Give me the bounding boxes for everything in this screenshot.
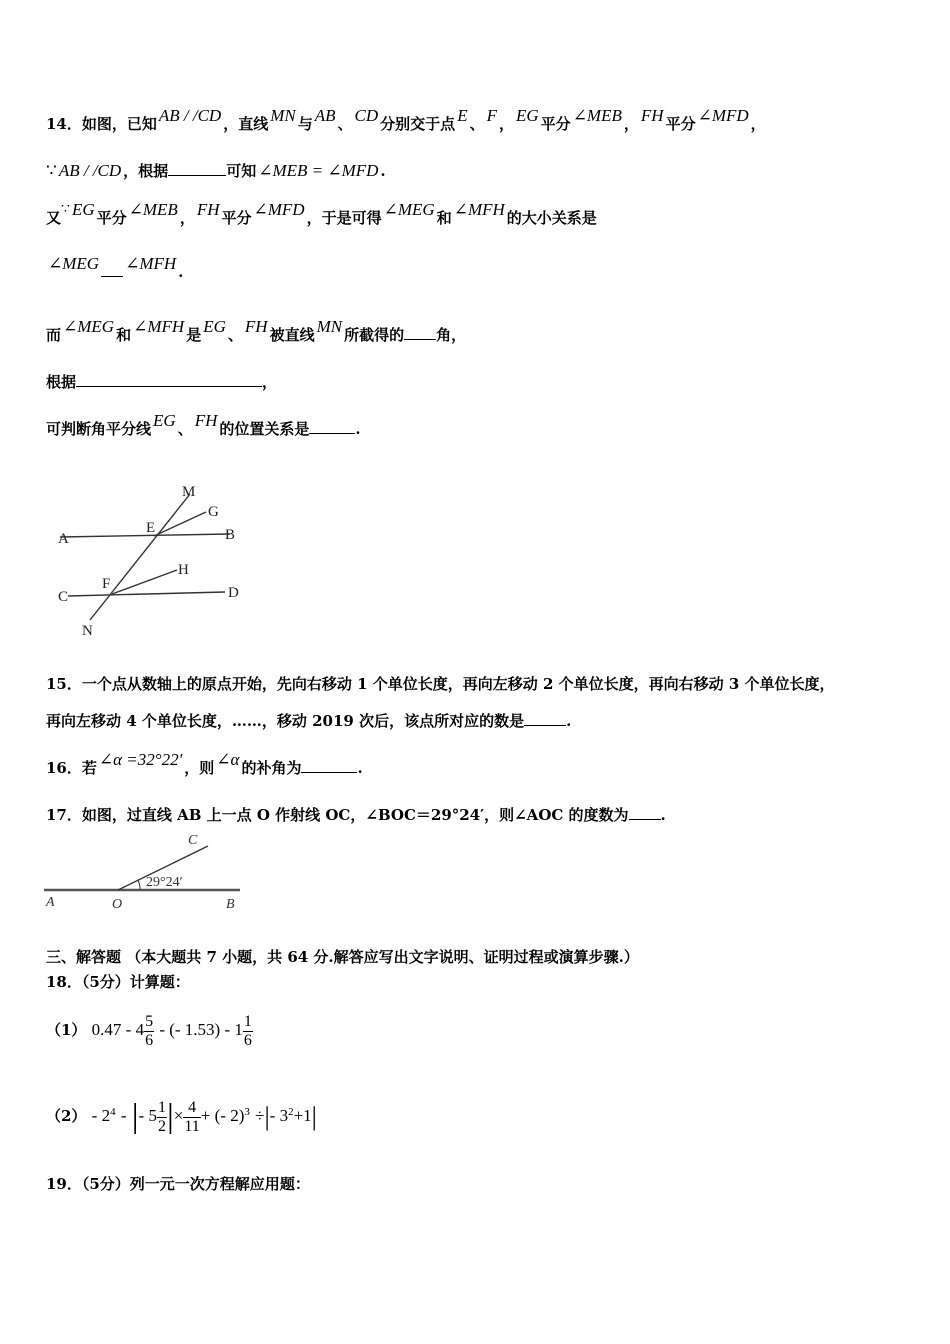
line-mn (90, 494, 190, 620)
math-angle-mfh: ∠MFH (453, 200, 505, 219)
q19-head: 19．（5分）列一元一次方程解应用题： (46, 1175, 310, 1193)
math-angle-mfd: ∠MFD (253, 200, 305, 219)
text: ，根据 (123, 162, 169, 180)
text: . (566, 712, 572, 730)
text: 平分 (96, 209, 127, 227)
line-ab (60, 534, 230, 537)
text: ，则 (184, 759, 215, 777)
math-mn: MN (316, 317, 343, 336)
math-cd: CD (354, 106, 379, 125)
q17-line (46, 805, 666, 825)
text: 可知 (226, 162, 257, 180)
label-o: O (112, 897, 123, 912)
label-a: A (46, 895, 55, 910)
q16-line (46, 750, 363, 778)
text: 的大小关系是 (506, 209, 597, 227)
q17-figure (40, 828, 250, 912)
q14-line7 (46, 411, 361, 439)
exponent: 4 (110, 1106, 116, 1118)
fraction-1-6 (243, 1013, 253, 1050)
fraction-4-11 (183, 1099, 200, 1136)
because-symbol: ∵ (61, 202, 70, 217)
label-f: F (102, 576, 111, 592)
text: ， (498, 115, 514, 133)
text: 和 (436, 209, 452, 227)
q15-line2 (46, 711, 571, 731)
numerator: 1 (243, 1012, 252, 1030)
divide-sign: ÷ (255, 1106, 265, 1125)
answer-blank[interactable] (76, 372, 262, 387)
numerator: 4 (183, 1099, 200, 1118)
expr-term: - (120, 1106, 127, 1125)
denominator: 6 (243, 1031, 252, 1049)
math-fh: FH (640, 106, 664, 125)
q18-head: 18．（5分）计算题： (46, 973, 190, 991)
math-angle-meb: ∠MEB (572, 106, 622, 125)
label-n: N (82, 623, 93, 639)
text: 可判断角平分线 (46, 420, 152, 438)
text: 是 (186, 326, 202, 344)
answer-blank[interactable] (309, 419, 355, 434)
expr-term: + (- 2) (200, 1106, 245, 1125)
label-d: D (228, 585, 239, 601)
ray-fh (112, 570, 177, 594)
expr-term: 0.47 - 4 (91, 1020, 145, 1039)
label-e: E (146, 520, 156, 536)
part-label: （2） (46, 1107, 87, 1125)
text: . (355, 420, 361, 438)
label-angle: 29°24′ (146, 875, 183, 890)
math-angle-meb: ∠MEB (128, 200, 178, 219)
text: 而 (46, 326, 62, 344)
math-angle-equation: ∠MEB = ∠MFD (258, 161, 379, 180)
q14-line4 (46, 254, 184, 282)
text: 平分 (221, 209, 252, 227)
section-3-title: 三、解答题 （本大题共 7 小题，共 64 分.解答应写出文字说明、证明过程或演算步骤.） (46, 948, 639, 966)
q14-figure (40, 478, 260, 643)
text: ，直线 (223, 115, 269, 133)
q14-line2 (46, 161, 386, 181)
text: ， (623, 115, 639, 133)
label-m: M (182, 484, 196, 500)
math-ab-parallel-cd: AB / /CD (158, 106, 222, 125)
expr-term: - 3 (269, 1106, 289, 1125)
label-b: B (226, 897, 235, 912)
text: 根据 (46, 373, 77, 391)
angle-arc (138, 880, 140, 890)
text: 的位置关系是 (219, 420, 310, 438)
text: ， (179, 209, 195, 227)
text: 与 (297, 115, 313, 133)
label-c: C (58, 589, 69, 605)
math-eg: EG (203, 317, 226, 336)
math-fh: FH (194, 411, 218, 430)
text: . (660, 806, 666, 824)
text: 、 (469, 115, 485, 133)
answer-blank[interactable] (168, 161, 226, 176)
answer-blank[interactable] (629, 805, 661, 820)
because-symbol: ∵ (46, 161, 57, 180)
math-angle-mfh: ∠MFH (125, 254, 177, 273)
ray-eg (154, 512, 206, 536)
abs-bar-right: | (166, 1098, 174, 1135)
math-angle-mfd: ∠MFD (697, 106, 749, 125)
text: 的补角为 (241, 759, 302, 777)
abs-bar-right: | (311, 1102, 317, 1131)
line-cd (68, 592, 225, 596)
q14-number: 14．如图，已知 (46, 115, 157, 133)
expr-term: - 2 (91, 1106, 111, 1125)
text: 又 (46, 209, 62, 227)
text: . (178, 263, 184, 281)
denominator: 6 (145, 1031, 154, 1049)
text: ， (750, 115, 766, 133)
q15-line1: 15．一个点从数轴上的原点开始，先向右移动 1 个单位长度，再向左移动 2 个单位长度，再向右移动 3 个单位长度， (46, 675, 835, 693)
label-g: G (208, 504, 219, 520)
math-angle-alpha-value: ∠α =32°22′ (98, 750, 183, 769)
q14-line3 (46, 200, 597, 230)
text: 再向左移动 4 个单位长度，……，移动 2019 次后，该点所对应的数是 (46, 712, 525, 730)
text: 被直线 (269, 326, 315, 344)
numerator: 1 (157, 1098, 166, 1116)
math-angle-alpha: ∠α (216, 750, 240, 769)
q18-part2 (46, 1092, 317, 1137)
math-eg: EG (153, 411, 176, 430)
math-mn: MN (270, 106, 296, 125)
label-a: A (58, 531, 69, 547)
math-eg: EG (516, 106, 539, 125)
numerator: 5 (145, 1012, 154, 1030)
answer-blank[interactable] (101, 262, 123, 277)
times-sign: × (173, 1106, 184, 1125)
denominator: 2 (157, 1117, 166, 1135)
text: 平分 (665, 115, 696, 133)
abs-bar-left: | (264, 1102, 270, 1131)
math-fh: FH (244, 317, 268, 336)
text: 分别交于点 (380, 115, 456, 133)
text: 角， (436, 326, 467, 344)
text: 和 (116, 326, 132, 344)
text: ， (262, 373, 278, 391)
exponent: 2 (288, 1106, 294, 1118)
answer-blank[interactable] (404, 325, 436, 340)
label-h: H (178, 562, 189, 578)
math-angle-meg: ∠MEG (48, 254, 100, 273)
math-angle-meg: ∠MEG (63, 317, 115, 336)
math-ab-parallel-cd: AB / /CD (58, 161, 122, 180)
math-angle-meg: ∠MEG (383, 200, 435, 219)
denominator: 11 (184, 1117, 200, 1135)
fraction-5-6 (144, 1013, 154, 1050)
exponent: 3 (244, 1106, 250, 1118)
expr-term: - 5 (138, 1106, 157, 1125)
math-f: F (486, 106, 497, 125)
q14-line6 (46, 372, 277, 392)
text: 平分 (540, 115, 571, 133)
q14-line5 (46, 317, 467, 345)
text: 、 (177, 420, 193, 438)
fraction-1-2 (157, 1099, 167, 1136)
text: ，于是可得 (306, 209, 382, 227)
q18-part1 (46, 1010, 253, 1050)
text: 、 (227, 326, 243, 344)
label-c: C (188, 833, 198, 848)
expr-term: +1 (293, 1106, 312, 1125)
math-ab: AB (314, 106, 336, 125)
math-eg: EG (71, 200, 95, 219)
label-b: B (225, 527, 236, 543)
text: . (380, 162, 386, 180)
text: 、 (337, 115, 353, 133)
text: . (357, 759, 363, 777)
text: 17．如图，过直线 AB 上一点 O 作射线 OC，∠BOC＝29°24′，则∠AOC 的度数为 (46, 806, 629, 824)
answer-blank[interactable] (301, 758, 357, 773)
text: 所截得的 (344, 326, 405, 344)
text: 16．若 (46, 759, 97, 777)
math-e: E (457, 106, 468, 125)
math-angle-mfh: ∠MFH (133, 317, 185, 336)
q14-line1 (46, 106, 766, 134)
answer-blank[interactable] (524, 711, 566, 726)
part-label: （1） (46, 1021, 87, 1039)
math-fh: FH (196, 200, 220, 219)
expr-term: - (- 1.53) - 1 (159, 1020, 243, 1039)
abs-bar-left: | (131, 1098, 139, 1135)
